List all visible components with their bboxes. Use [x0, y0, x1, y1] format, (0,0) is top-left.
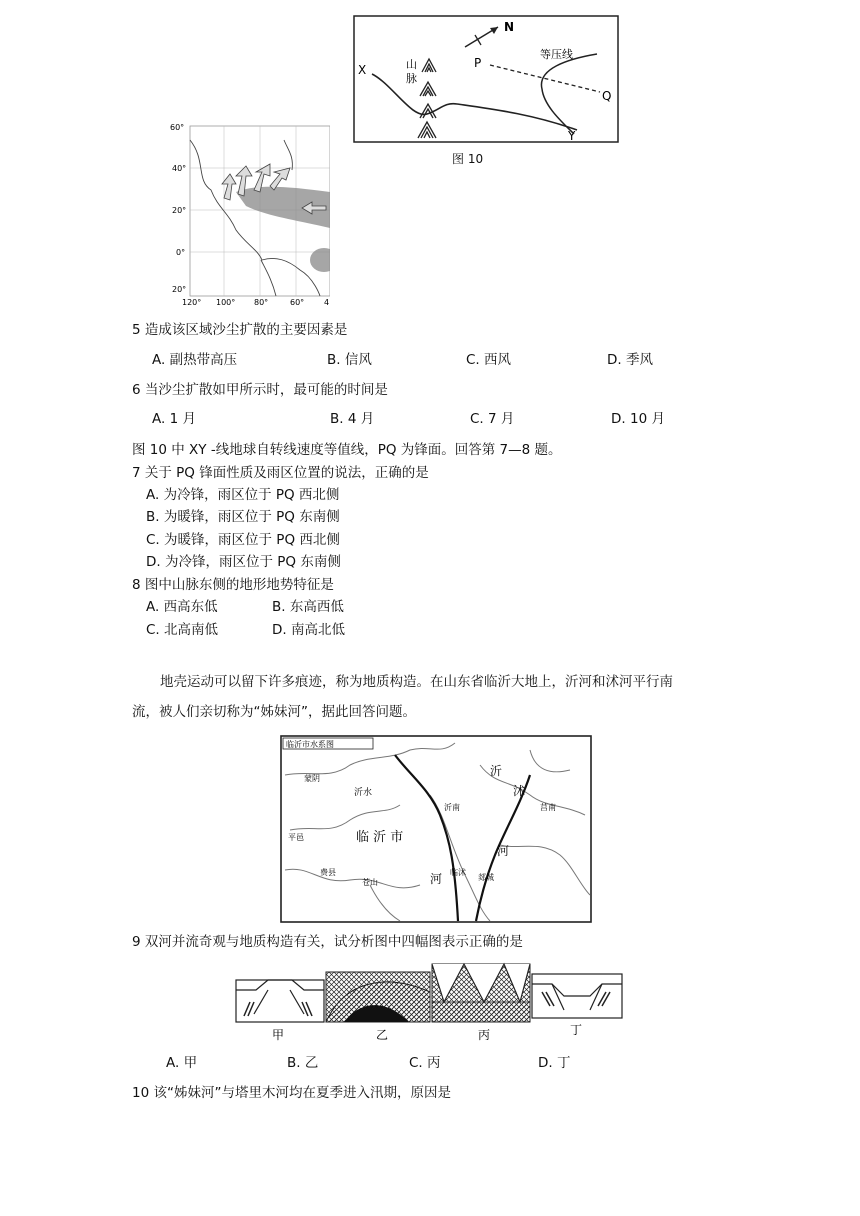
place-cangshan: 苍山: [362, 878, 378, 887]
mountain-label-1: 山: [406, 58, 417, 71]
lat-40: 40°: [172, 164, 187, 173]
q6-option-c[interactable]: C. 7 月: [470, 411, 515, 427]
figure-10-diagram: [352, 14, 620, 169]
river-label-yi: 沂: [490, 764, 503, 778]
fig-label-jia: 甲: [272, 1028, 285, 1042]
q7-option-d[interactable]: D. 为冷锋，雨区位于 PQ 东南侧: [146, 554, 341, 570]
q6-option-a[interactable]: A. 1 月: [152, 411, 196, 427]
q9-option-c[interactable]: C. 丙: [409, 1055, 441, 1071]
intro-7-8: 图 10 中 XY -线地球自转线速度等值线，PQ 为锋面。回答第 7—8 题。: [132, 442, 562, 458]
dust-map-graphic: [166, 120, 330, 306]
q8-option-d[interactable]: D. 南高北低: [272, 622, 345, 638]
place-junan: 莒南: [540, 803, 556, 812]
q8-option-c[interactable]: C. 北高南低: [146, 622, 219, 638]
label-x: X: [358, 63, 367, 77]
figure-10-caption: 图 10: [452, 152, 484, 166]
question-8-stem: 8 图中山脉东侧的地形地势特征是: [132, 577, 334, 593]
q9-option-b[interactable]: B. 乙: [287, 1055, 319, 1071]
lon-120: 120°: [182, 298, 202, 306]
q9-option-d[interactable]: D. 丁: [538, 1055, 571, 1071]
fig-label-yi: 乙: [376, 1028, 389, 1042]
q8-option-b[interactable]: B. 东高西低: [272, 599, 344, 615]
q5-option-a[interactable]: A. 副热带高压: [152, 352, 238, 368]
fig-label-bing: 丙: [478, 1028, 491, 1042]
q7-option-c[interactable]: C. 为暖锋，雨区位于 PQ 西北侧: [146, 532, 340, 548]
q7-option-a[interactable]: A. 为冷锋，雨区位于 PQ 西北侧: [146, 487, 340, 503]
lat-20s: 20°: [172, 285, 187, 294]
place-yishui: 沂水: [354, 788, 373, 798]
question-6-stem: 6 当沙尘扩散如甲所示时，最可能的时间是: [132, 382, 388, 398]
fig-label-ding: 丁: [570, 1023, 583, 1037]
mountain-label: [406, 58, 421, 85]
label-p: P: [474, 56, 482, 70]
fig-bing: [432, 964, 530, 1022]
river-label-he-1: 河: [497, 844, 510, 858]
question-10-stem: 10 该“姊妹河”与塔里木河均在夏季进入汛期，原因是: [132, 1085, 451, 1101]
mountain-label-2: 脉: [406, 72, 417, 85]
figure-10: [352, 14, 620, 169]
lon-100: 100°: [216, 298, 236, 306]
question-5-stem: 5 造成该区域沙尘扩散的主要因素是: [132, 322, 348, 338]
structure-figures: [234, 962, 624, 1042]
lat-60: 60°: [170, 123, 185, 132]
q6-option-d[interactable]: D. 10 月: [611, 411, 665, 427]
q5-option-d[interactable]: D. 季风: [607, 352, 653, 368]
fig-ding: [532, 974, 622, 1018]
river-label-shu: 沭: [513, 784, 526, 798]
place-feixian: 费县: [320, 868, 336, 877]
fig-jia: [236, 980, 324, 1022]
label-q: Q: [602, 89, 612, 103]
place-tancheng: 郯城: [478, 873, 494, 882]
linyi-map-graphic: [280, 735, 592, 923]
fig-yi: [326, 972, 430, 1022]
q5-option-b[interactable]: B. 信风: [327, 352, 372, 368]
place-mengyin: 蒙阴: [304, 774, 320, 783]
passage-line-2: 流，被人们亲切称为“姊妹河”，据此回答问题。: [132, 704, 416, 720]
place-linshu: 临沭: [450, 868, 466, 877]
question-9-stem: 9 双河并流奇观与地质构造有关，试分析图中四幅图表示正确的是: [132, 934, 523, 950]
mountain-icons: [418, 59, 436, 138]
place-pingyi: 平邑: [288, 833, 304, 842]
place-yinan: 沂南: [444, 803, 460, 812]
q9-option-a[interactable]: A. 甲: [166, 1055, 198, 1071]
label-y: Y: [568, 129, 576, 143]
map-title: 临沂市水系图: [286, 740, 334, 749]
city-label: 临 沂 市: [356, 830, 404, 845]
north-label: N: [504, 20, 515, 34]
river-label-he-2: 河: [430, 872, 443, 886]
question-7-stem: 7 关于 PQ 锋面性质及雨区位置的说法，正确的是: [132, 465, 429, 481]
q8-option-a[interactable]: A. 西高东低: [146, 599, 218, 615]
lat-20n: 20°: [172, 206, 187, 215]
structure-figures-graphic: [234, 962, 624, 1042]
lon-40: 4: [324, 298, 330, 306]
q6-option-b[interactable]: B. 4 月: [330, 411, 375, 427]
lat-0: 0°: [176, 248, 186, 257]
dust-map: [166, 120, 330, 306]
linyi-water-map: [280, 735, 592, 923]
isobar-label: 等压线: [540, 48, 573, 61]
q7-option-b[interactable]: B. 为暖锋，雨区位于 PQ 东南侧: [146, 509, 340, 525]
lon-80: 80°: [254, 298, 269, 306]
lon-60: 60°: [290, 298, 305, 306]
q5-option-c[interactable]: C. 西风: [466, 352, 512, 368]
passage-line-1: 地壳运动可以留下许多痕迹，称为地质构造。在山东省临沂大地上，沂河和沭河平行南: [160, 674, 673, 690]
